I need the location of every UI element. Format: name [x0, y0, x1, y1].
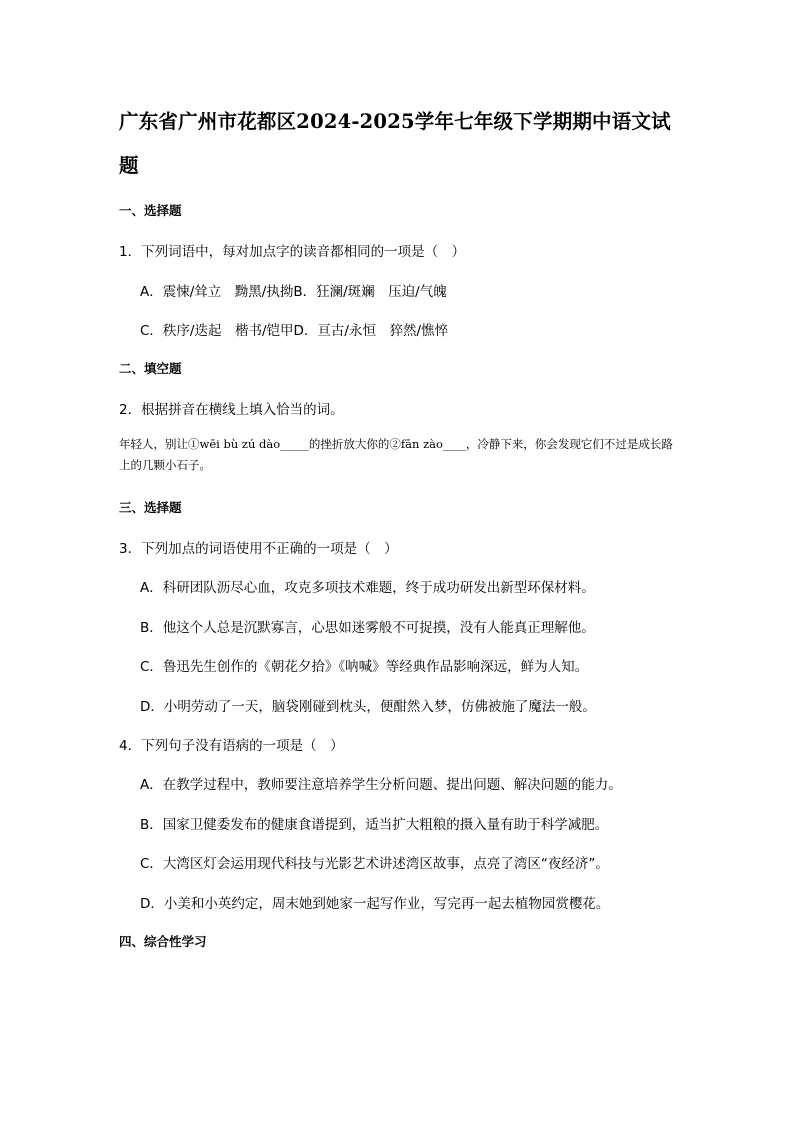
question-4-option-b: B．国家卫健委发布的健康食谱提到，适当扩大粗粮的摄入量有助于科学减肥。 — [140, 817, 609, 833]
question-1-option-c: C．秩序/迭起 楷书/铠甲 — [140, 323, 294, 339]
question-1-stem: 1．下列词语中，每对加点字的读音都相同的一项是（ ） — [119, 244, 466, 260]
question-3-option-b: B．他这个人总是沉默寡言，心思如迷雾般不可捉摸，没有人能真正理解他。 — [140, 620, 595, 636]
question-2-stem: 2．根据拼音在横线上填入恰当的词。 — [119, 402, 344, 418]
question-3-option-d: D．小明劳动了一天，脑袋刚碰到枕头，便酣然入梦，仿佛被施了魔法一般。 — [140, 699, 596, 715]
question-1-options-row-2 — [140, 319, 448, 339]
question-4-option-a: A．在教学过程中，教师要注意培养学生分析问题、提出问题、解决问题的能力。 — [140, 777, 622, 793]
question-1-option-a: A．震悚/耸立 黝黑/执拗 — [140, 284, 294, 300]
question-3-option-c: C．鲁迅先生创作的《朝花夕拾》《呐喊》等经典作品影响深远，鲜为人知。 — [140, 659, 589, 675]
question-1-option-b: B．狂澜/斑斓 压迫/气魄 — [293, 284, 447, 300]
section-heading-4: 四、综合性学习 — [119, 934, 207, 949]
section-heading-1: 一、选择题 — [119, 203, 182, 218]
section-heading-2: 二、填空题 — [119, 361, 182, 376]
question-3-stem: 3．下列加点的词语使用不正确的一项是（ ） — [119, 541, 398, 557]
page-title: 广东省广州市花都区2024-2025学年七年级下学期期中语文试题 — [119, 110, 671, 177]
question-1-options-row-1 — [140, 280, 447, 300]
question-4-option-d: D．小美和小英约定，周末她到她家一起写作业，写完再一起去植物园赏樱花。 — [140, 896, 610, 912]
section-heading-3: 三、选择题 — [119, 500, 182, 515]
question-1-option-d: D．亘古/永恒 猝然/憔悴 — [293, 323, 449, 339]
question-2-passage: 年轻人，别让①wēi bù zú dào_____的挫折放大你的②fān zào____，冷静下来，你会发现它们不过是成长路上的几颗小石子。 — [119, 437, 673, 472]
question-3-option-a: A．科研团队沥尽心血，攻克多项技术难题，终于成功研发出新型环保材料。 — [140, 580, 595, 596]
question-4-option-c: C．大湾区灯会运用现代科技与光影艺术讲述湾区故事，点亮了湾区“夜经济”。 — [140, 856, 609, 872]
question-4-stem: 4．下列句子没有语病的一项是（ ） — [119, 738, 344, 754]
